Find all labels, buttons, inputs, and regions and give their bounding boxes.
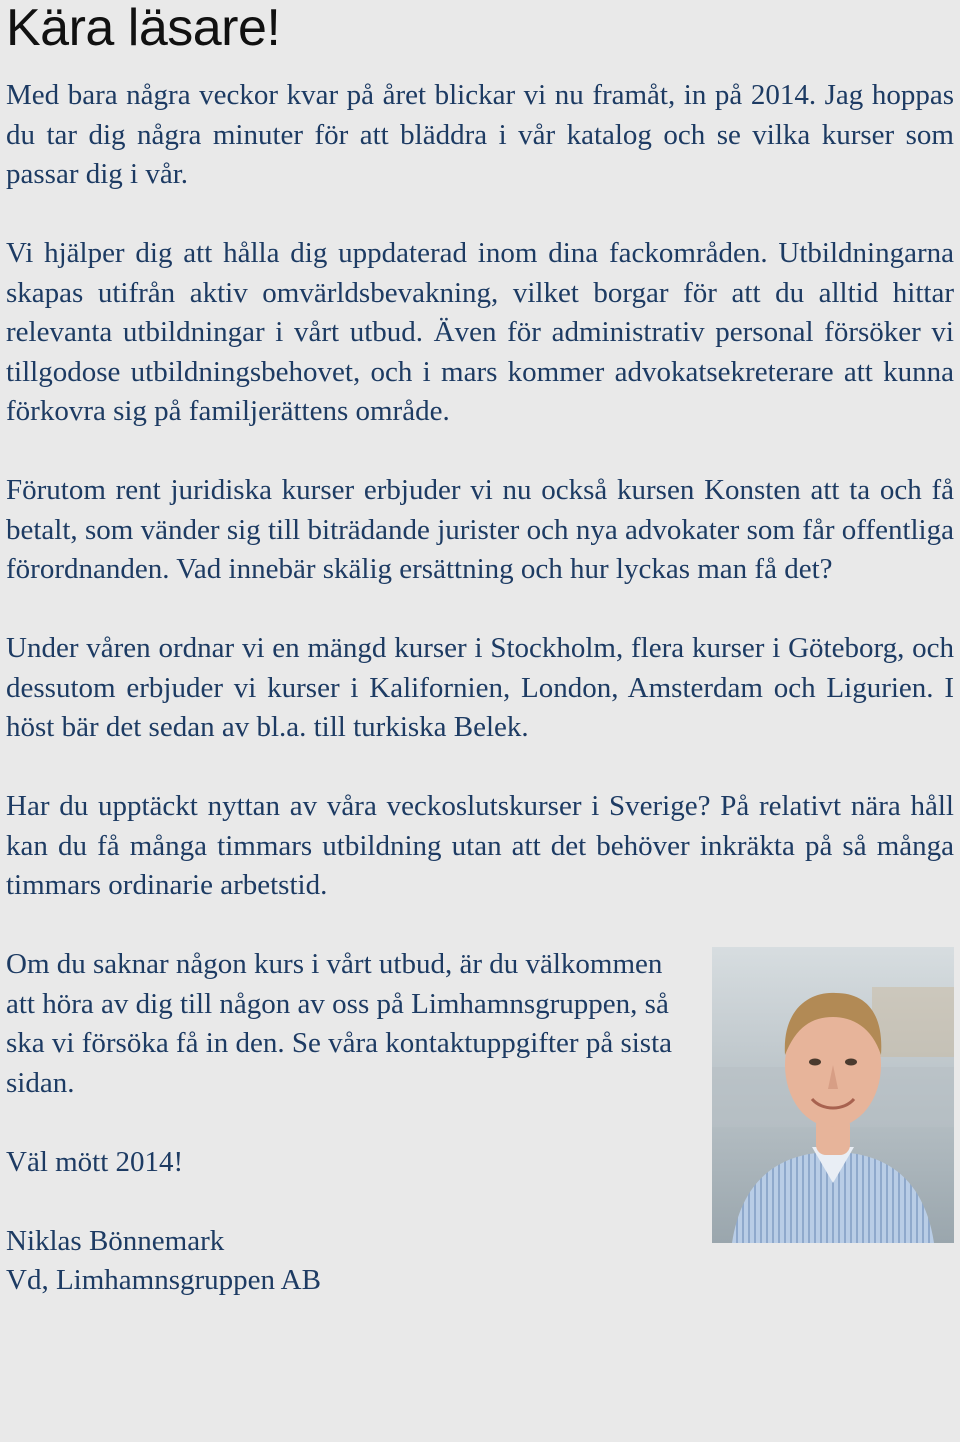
paragraph-courses: Förutom rent juridiska kurser erbjuder vi nu också kursen Konsten att ta och få betalt, som vänder sig till biträdande jurister och nya advokater som får offentliga förordnanden. Vad innebär skälig ersättning och hur lyckas man få det? bbox=[6, 474, 954, 585]
portrait-photo bbox=[712, 947, 954, 1243]
letter-body bbox=[6, 76, 954, 1301]
paragraph-contact: Om du saknar någon kurs i vårt utbud, är du välkommen att höra av dig till någon av oss på Limhamnsgruppen, så ska vi försöka få in den. Se våra kontaktuppgifter på sista sidan. bbox=[6, 948, 673, 1099]
paragraph-weekend-courses: Har du upptäckt nyttan av våra veckoslutskurser i Sverige? På relativt nära håll kan du få många timmars utbildning utan att det behöver inkräkta på så många timmars ordinarie arbetstid. bbox=[6, 790, 954, 901]
closing-line: Väl mött 2014! bbox=[6, 1145, 184, 1178]
paragraph-updates: Vi hjälper dig att hålla dig uppdaterad inom dina fackområden. Utbildningarna skapas utifrån aktiv omvärldsbevakning, vilket borgar för att du alltid hittar relevanta utbildningar i vårt utbud. Även för administrativ personal försöker vi tillgodose utbildningsbehovet, och i mars kommer advokatsekreterare att kunna förkovra sig på familjerättens område. bbox=[6, 237, 954, 427]
letter-heading: Kära läsare! bbox=[6, 0, 281, 57]
portrait-photo-icon bbox=[712, 947, 954, 1243]
paragraph-locations: Under våren ordnar vi en mängd kurser i Stockholm, flera kurser i Göteborg, och dessutom erbjuder vi kurser i Kalifornien, London, Amsterdam och Ligurien. I höst bär det sedan av bl.a. till turkiska Belek. bbox=[6, 632, 954, 743]
signature-name: Niklas Bönnemark bbox=[6, 1224, 225, 1257]
signature-title: Vd, Limhamnsgruppen AB bbox=[6, 1264, 321, 1296]
paragraph-intro: Med bara några veckor kvar på året blickar vi nu framåt, in på 2014. Jag hoppas du tar dig några minuter för att bläddra i vår katalog och se vilka kurser som passar dig i vår. bbox=[6, 79, 954, 190]
